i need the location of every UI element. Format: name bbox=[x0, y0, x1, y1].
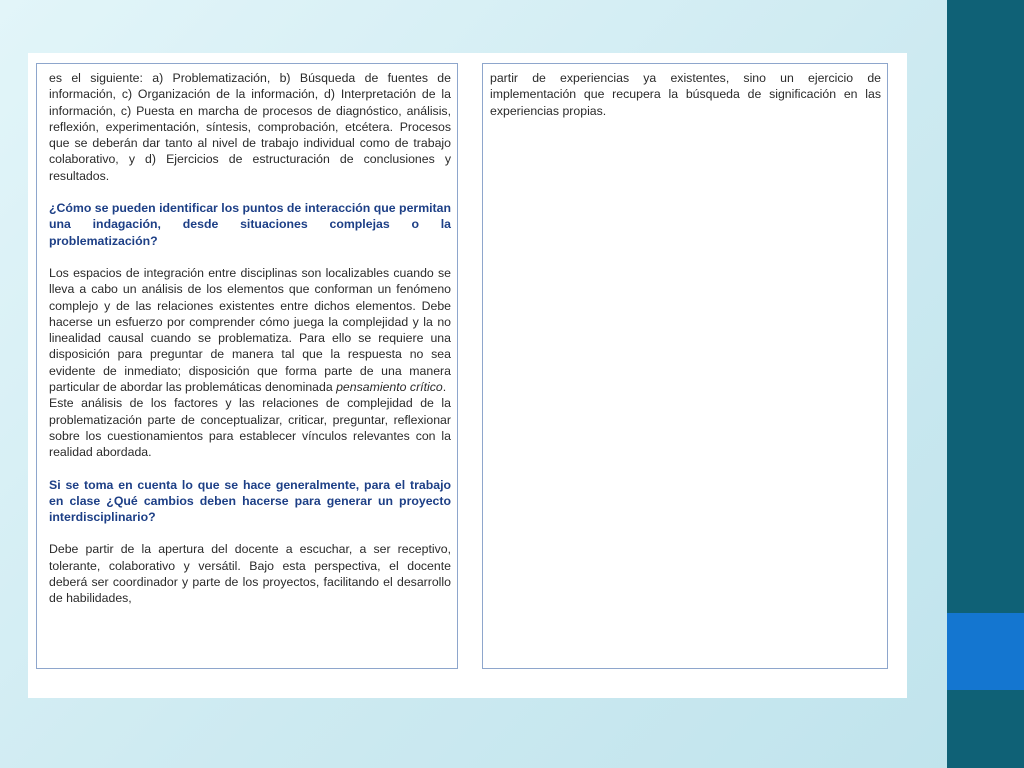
paragraph-integration-text: Los espacios de integración entre disciplinas son localizables cuando se lleva a cabo un análisis de los elementos que conforman un fenómeno complejo y de las relaciones existentes entre dichos elementos. Debe hacerse un esfuerzo por comprender cómo juega la complejidad y la no linealidad causal cuando se problematiza. Para ello se requiere una disposición para preguntar de manera tal que la respuesta no sea evidente de inmediato; disposición que forma parte de una manera particular de abordar las problemáticas denominada bbox=[49, 265, 451, 395]
document-page bbox=[28, 53, 907, 698]
paragraph-integration-end: . bbox=[442, 380, 447, 395]
left-column-text bbox=[37, 64, 457, 607]
question-interaction-points: ¿Cómo se pueden identificar los puntos de interacción que permitan una indagación, desde situaciones complejas o la problematización? bbox=[49, 201, 451, 248]
paragraph-experiences: partir de experiencias ya existentes, sino un ejercicio de implementación que recupera la búsqueda de significación en las experiencias propias. bbox=[490, 71, 881, 118]
critical-thinking-term: pensamiento crítico bbox=[336, 380, 443, 395]
paragraph-process-steps: es el siguiente: a) Problematización, b) Búsqueda de fuentes de información, c) Organización de la información, d) Interpretación de la información, c) Puesta en marcha de procesos de diagnóstico, análisis, reflexión, experimentación, síntesis, comprobación, etcétera. Procesos que se deberán dar tanto al nivel de trabajo individual como de trabajo colaborativo, y d) Ejercicios de estructuración de conclusiones y resultados. bbox=[49, 71, 451, 183]
slide-side-accent bbox=[947, 613, 1024, 690]
question-interdisciplinary-project: Si se toma en cuenta lo que se hace generalmente, para el trabajo en clase ¿Qué cambios deben hacerse para generar un proyecto interdisciplinario? bbox=[49, 477, 451, 525]
paragraph-teacher-openness: Debe partir de la apertura del docente a escuchar, a ser receptivo, tolerante, colaborativo y versátil. Bajo esta perspectiva, el docente deberá ser coordinador y parte de los proyectos, facilitando el desarrollo de habilidades, bbox=[49, 542, 451, 606]
left-text-column bbox=[36, 63, 458, 669]
right-text-column bbox=[482, 63, 888, 669]
right-column-text bbox=[483, 64, 887, 119]
paragraph-integration-spaces bbox=[49, 265, 451, 395]
paragraph-complexity-analysis: Este análisis de los factores y las relaciones de complejidad de la problematización parte de conceptualizar, criticar, preguntar, reflexionar sobre los cuestionamientos para establecer vínculos relevantes con la realidad abordada. bbox=[49, 396, 451, 460]
